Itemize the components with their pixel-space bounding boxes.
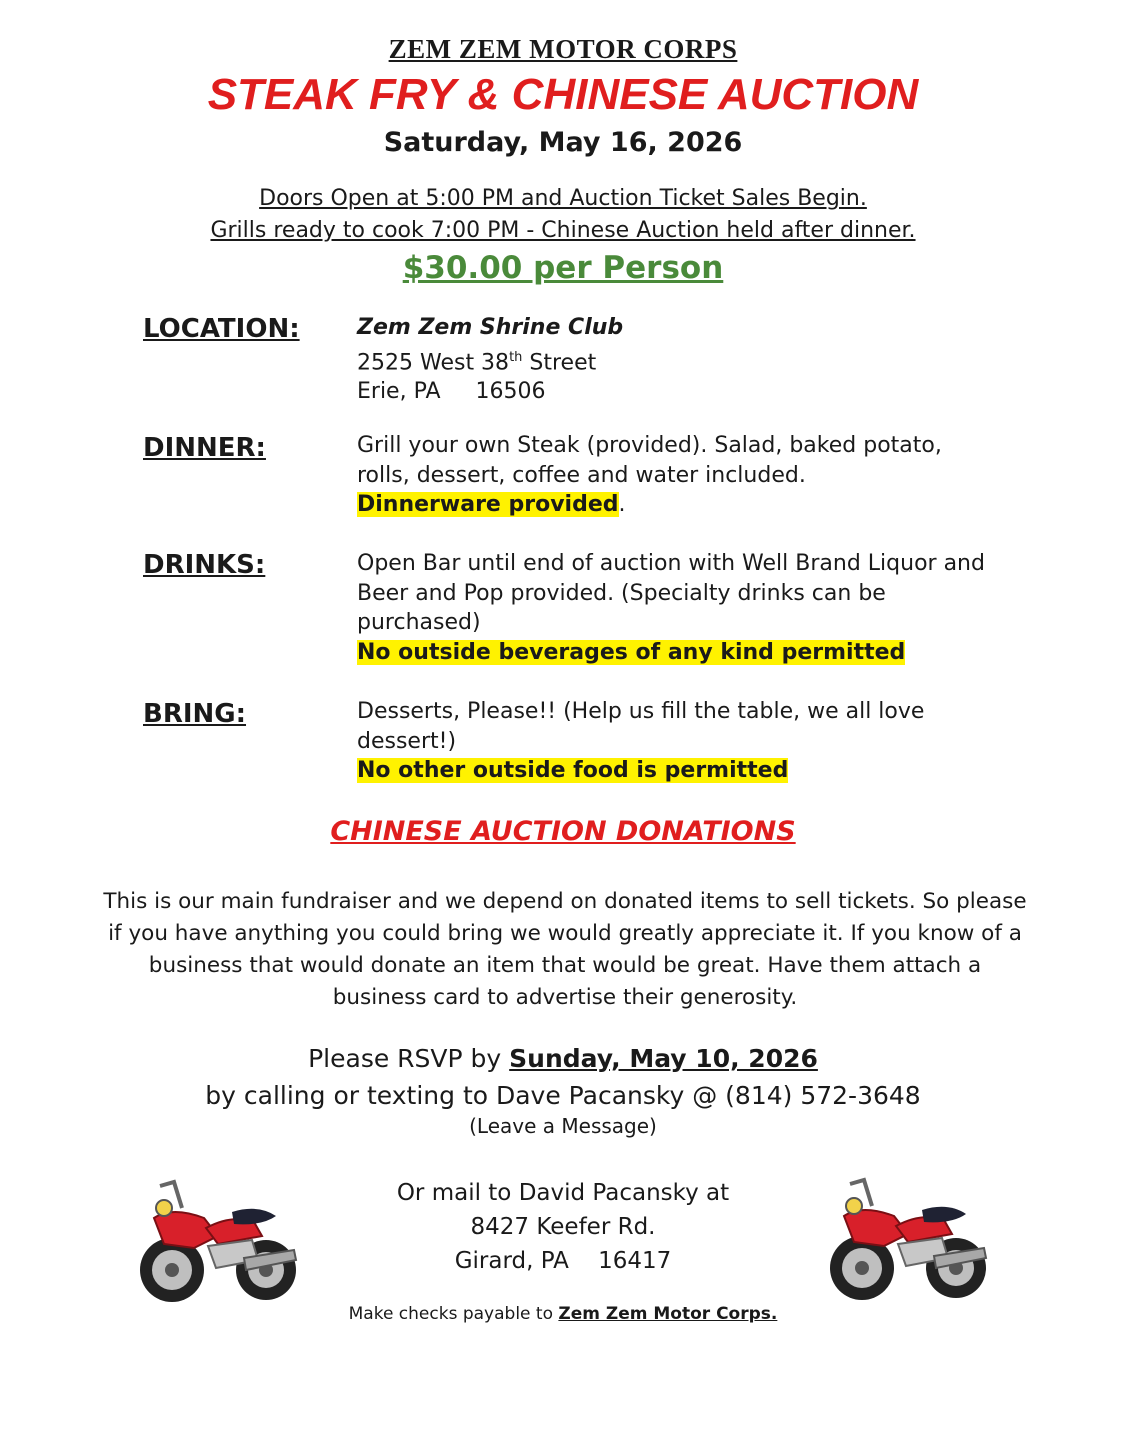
bring-label: BRING:	[143, 699, 247, 729]
dinner-highlight: Dinnerware provided	[357, 492, 619, 517]
drinks-text: Open Bar until end of auction with Well Brand Liquor and Beer and Pop provided. (Specialty drinks can be purchased)	[357, 551, 985, 635]
venue-city: Erie, PA 16506	[357, 379, 546, 405]
dinner-info: Grill your own Steak (provided). Salad, baked potato, rolls, dessert, coffee and water included. Dinnerware provided.	[357, 431, 997, 520]
grills-line: Grills ready to cook 7:00 PM - Chinese Auction held after dinner.	[210, 218, 916, 243]
motorcycle-icon	[134, 1178, 306, 1306]
rsvp-deadline: Sunday, May 10, 2026	[509, 1044, 818, 1073]
rsvp: Please RSVP by Sunday, May 10, 2026 by calling or texting to Dave Pacansky @ (814) 572-3648	[0, 1040, 1126, 1114]
bring-highlight: No other outside food is permitted	[357, 758, 789, 783]
drinks-label: DRINKS:	[143, 550, 266, 580]
venue-name: Zem Zem Shrine Club	[357, 315, 624, 340]
auction-paragraph: This is our main fundraiser and we depend on donated items to sell tickets. So please if you have anything you could bring we would greatly appreciate it. If you know of a business that would donate an item that would be great. Have them attach a business card to advertise their generosity.	[103, 889, 1027, 1010]
drinks-info	[357, 549, 997, 667]
rsvp-contact: by calling or texting to Dave Pacansky @ (814) 572-3648	[205, 1081, 921, 1110]
price: $30.00 per Person	[402, 250, 724, 286]
payee: Zem Zem Motor Corps.	[558, 1304, 778, 1324]
event-date: Saturday, May 16, 2026	[383, 127, 743, 158]
dinner-text: Grill your own Steak (provided). Salad, baked potato, rolls, dessert, coffee and water included.	[357, 433, 942, 488]
location-info	[357, 313, 997, 407]
schedule	[0, 183, 1126, 247]
drinks-highlight: No outside beverages of any kind permitted	[357, 639, 906, 665]
checks-payable: Make checks payable to Zem Zem Motor Corps.	[348, 1304, 778, 1324]
location-label: LOCATION:	[143, 314, 300, 344]
mail-address: Or mail to David Pacansky at 8427 Keefer Rd. Girard, PA 16417	[396, 1180, 730, 1274]
bring-info	[357, 697, 997, 786]
doors-line: Doors Open at 5:00 PM and Auction Ticket Sales Begin.	[259, 186, 867, 211]
motorcycle-icon	[824, 1176, 996, 1304]
dinner-label: DINNER:	[143, 433, 266, 463]
venue-street: 2525 West 38th Street	[357, 349, 597, 375]
event-title: STEAK FRY & CHINESE AUCTION	[207, 70, 919, 119]
auction-heading: CHINESE AUCTION DONATIONS	[330, 816, 796, 847]
rsvp-note: (Leave a Message)	[469, 1114, 657, 1138]
bring-text: Desserts, Please!! (Help us fill the table, we all love dessert!)	[357, 699, 925, 754]
org-name: ZEM ZEM MOTOR CORPS	[388, 34, 738, 64]
